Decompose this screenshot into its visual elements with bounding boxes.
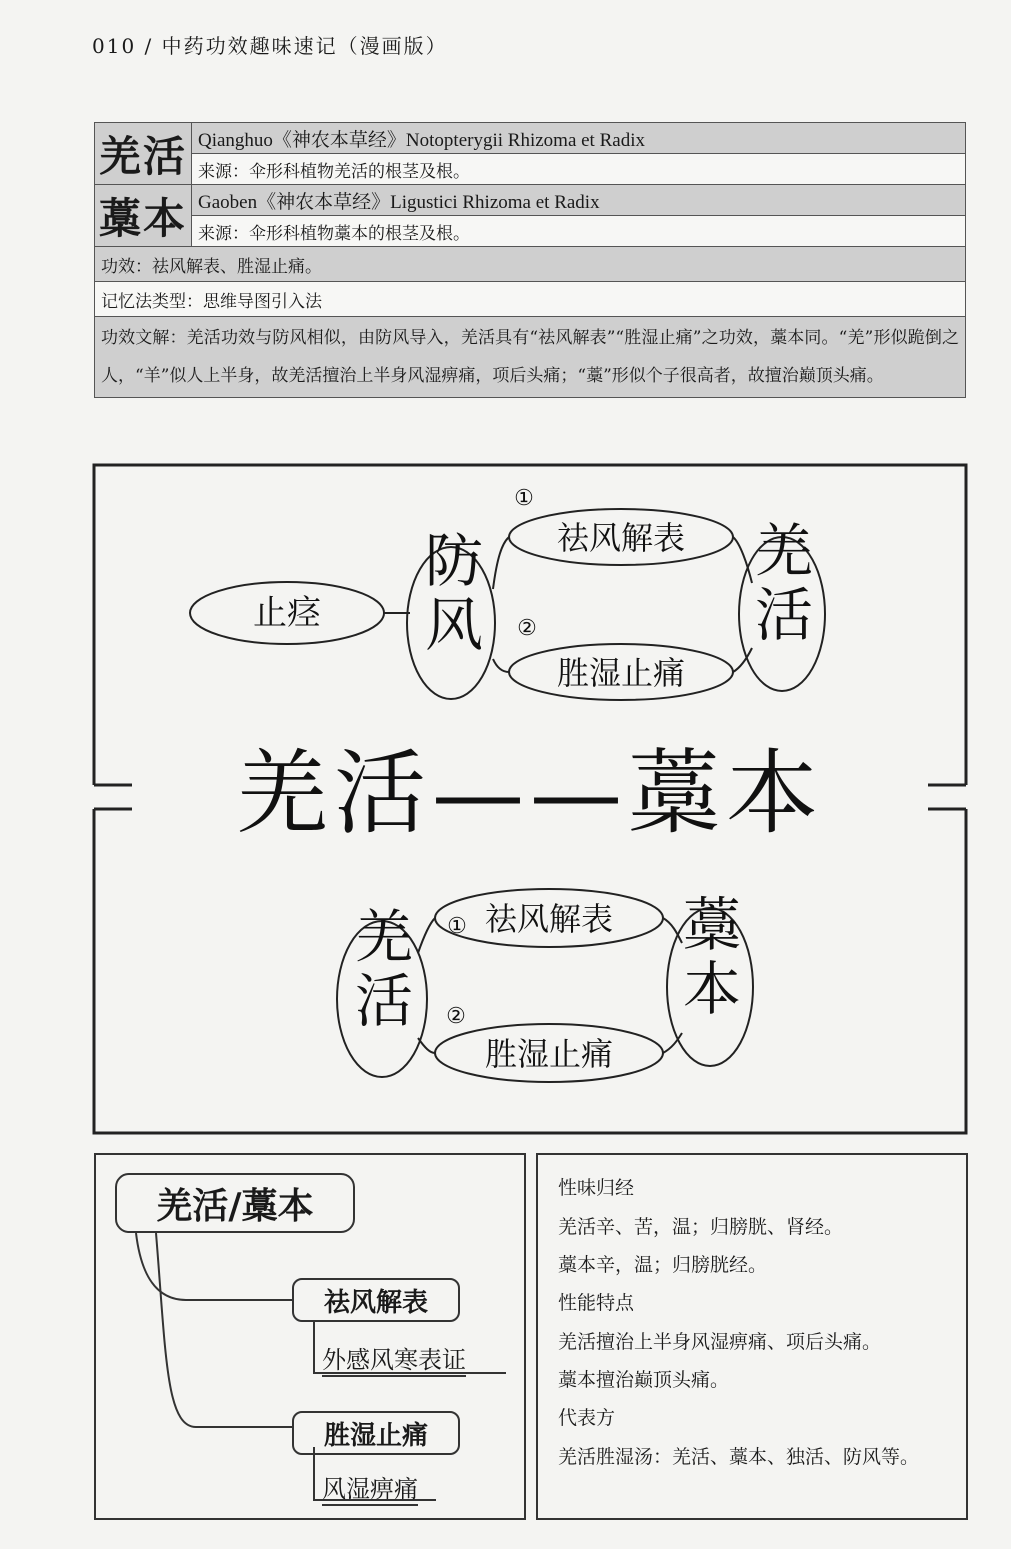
frame-bottom (94, 809, 966, 1133)
herb2-name: 藁本 (95, 185, 192, 247)
herb-info-table (94, 122, 966, 398)
map-title: 羌活——藁本 (235, 740, 825, 847)
label-bottom-num2: ② (446, 1004, 466, 1029)
memory-method-row: 记忆法类型：思维导图引入法 (95, 282, 966, 317)
section-title-xingneng: 性能特点 (558, 1292, 635, 1314)
xingwei-line-1: 羌活辛、苦，温；归膀胱、肾经。 (558, 1216, 844, 1238)
explanation-row: 功效文解：羌活功效与防风相似，由防风导入，羌活具有“祛风解表”“胜湿止痛”之功效，藁本同。“羌”形似跪倒之人，“羊”似人上半身，故羌活擅治上半身风湿痹痛，项后头痛；“藁”形似个子很高者，故擅治巅顶头痛。 (95, 317, 966, 398)
label-bottom-num1: ① (447, 914, 467, 939)
tree-root: 羌活/藁本 (115, 1173, 355, 1233)
label-top-num1: ① (514, 486, 534, 511)
herb1-source: 来源：伞形科植物羌活的根茎及根。 (192, 154, 966, 185)
label-bottom-branch2: 胜湿止痛 (484, 1035, 614, 1073)
label-top-branch1: 祛风解表 (556, 519, 686, 557)
daibiaofang-text: 羌活胜湿汤：羌活、藁本、独活、防风等。 (558, 1446, 920, 1468)
mind-map-illustration (92, 463, 968, 1135)
label-gaoben-bottom: 藁本 (682, 891, 742, 1023)
tree-branch-qufeng: 祛风解表 (292, 1278, 460, 1322)
label-fangfeng: 防风 (424, 527, 484, 659)
label-top-branch2: 胜湿止痛 (556, 654, 686, 692)
xingneng-line-1: 羌活擅治上半身风湿痹痛、项后头痛。 (558, 1331, 882, 1353)
xingwei-line-2: 藁本辛，温；归膀胱经。 (558, 1254, 768, 1276)
label-zhijing: 止痉 (253, 593, 321, 633)
label-bottom-branch1: 祛风解表 (484, 900, 614, 938)
herb2-source: 来源：伞形科植物藁本的根茎及根。 (192, 216, 966, 247)
xingneng-line-2: 藁本擅治巅顶头痛。 (558, 1369, 730, 1391)
tree-leaf-waigan: 外感风寒表证 (322, 1340, 466, 1377)
page-header: 010 / 中药功效趣味速记（漫画版） (92, 34, 448, 58)
label-qianghuo-bottom: 羌活 (354, 903, 414, 1035)
label-qianghuo-top: 羌活 (754, 517, 814, 649)
mind-map-svg (92, 463, 968, 1135)
tree-branch-shengshi: 胜湿止痛 (292, 1411, 460, 1455)
properties-box (536, 1153, 968, 1520)
herb1-name: 羌活 (95, 123, 192, 185)
section-title-xingwei: 性味归经 (558, 1177, 635, 1199)
effect-row: 功效：祛风解表、胜湿止痛。 (95, 247, 966, 282)
label-top-num2: ② (517, 616, 537, 641)
herb2-latin: Gaoben《神农本草经》Ligustici Rhizoma et Radix (192, 185, 966, 216)
section-title-daibiaofang: 代表方 (558, 1407, 616, 1429)
summary-tree-box (94, 1153, 526, 1520)
herb1-latin: Qianghuo《神农本草经》Notopterygii Rhizoma et Radix (192, 123, 966, 154)
tree-leaf-fengshi: 风湿痹痛 (322, 1469, 418, 1506)
